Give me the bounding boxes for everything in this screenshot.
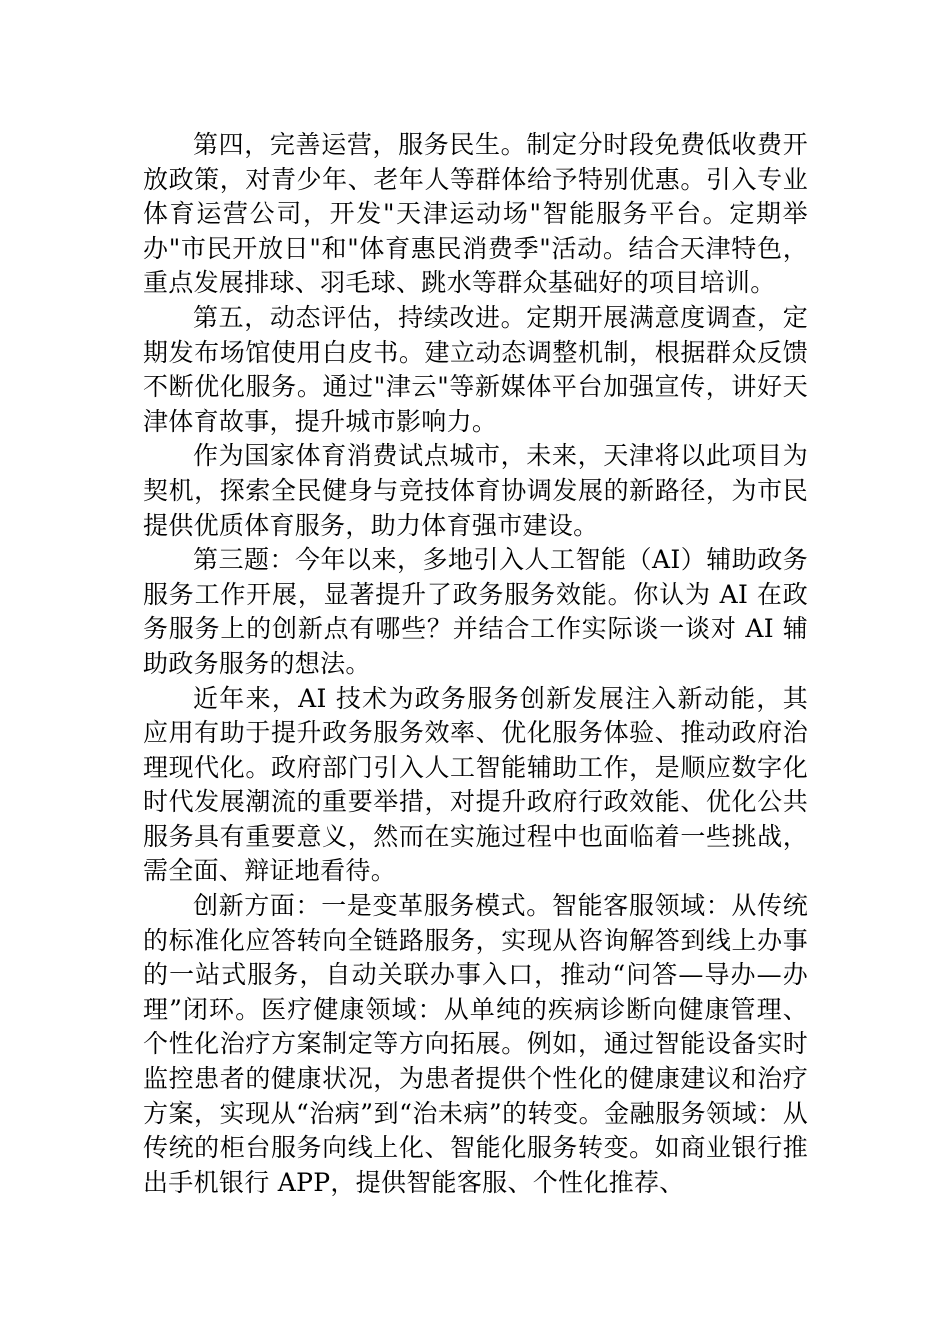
paragraph-5-evaluation: 第五，动态评估，持续改进。定期开展满意度调查，定期发布场馆使用白皮书。建立动态调整机制，根据群众反馈不断优化服务。通过"津云"等新媒体平台加强宣传，讲好天津体育故事，提升城市影响力。: [143, 302, 808, 436]
paragraph-innovation: 创新方面：一是变革服务模式。智能客服领域：从传统的标准化应答转向全链路服务，实现从咨询解答到线上办事的一站式服务，自动关联办事入口，推动“问答—导办—办理”闭环。医疗健康领域：从单纯的疾病诊断向健康管理、个性化治疗方案制定等方向拓展。例如，通过智能设备实时监控患者的健康状况，为患者提供个性化的健康建议和治疗方案，实现从“治病”到“治未病”的转变。金融服务领域：从传统的柜台服务向线上化、智能化服务转变。如商业银行推出手机银行 APP，提供智能客服、个性化推荐、: [143, 891, 808, 1197]
paragraph-conclusion: 作为国家体育消费试点城市，未来，天津将以此项目为契机，探索全民健身与竞技体育协调发展的新路径，为市民提供优质体育服务，助力体育强市建设。: [143, 441, 808, 540]
document-body: [143, 128, 808, 1200]
question-3-heading: 第三题：今年以来，多地引入人工智能（AI）辅助政务服务工作开展，显著提升了政务服务效能。你认为 AI 在政务服务上的创新点有哪些？并结合工作实际谈一谈对 AI 辅助政务服务的想法。: [143, 545, 808, 678]
paragraph-ai-intro: 近年来，AI 技术为政务服务创新发展注入新动能，其应用有助于提升政务服务效率、优化服务体验、推动政府治理现代化。政府部门引入人工智能辅助工作，是顺应数字化时代发展潮流的重要举措，对提升政府行政效能、优化公共服务具有重要意义，然而在实施过程中也面临着一些挑战，需全面、辩证地看待。: [143, 683, 808, 886]
paragraph-4-operations: 第四，完善运营，服务民生。制定分时段免费低收费开放政策，对青少年、老年人等群体给予特别优惠。引入专业体育运营公司，开发"天津运动场"智能服务平台。定期举办"市民开放日"和"体育惠民消费季"活动。结合天津特色，重点发展排球、羽毛球、跳水等群众基础好的项目培训。: [143, 130, 808, 298]
